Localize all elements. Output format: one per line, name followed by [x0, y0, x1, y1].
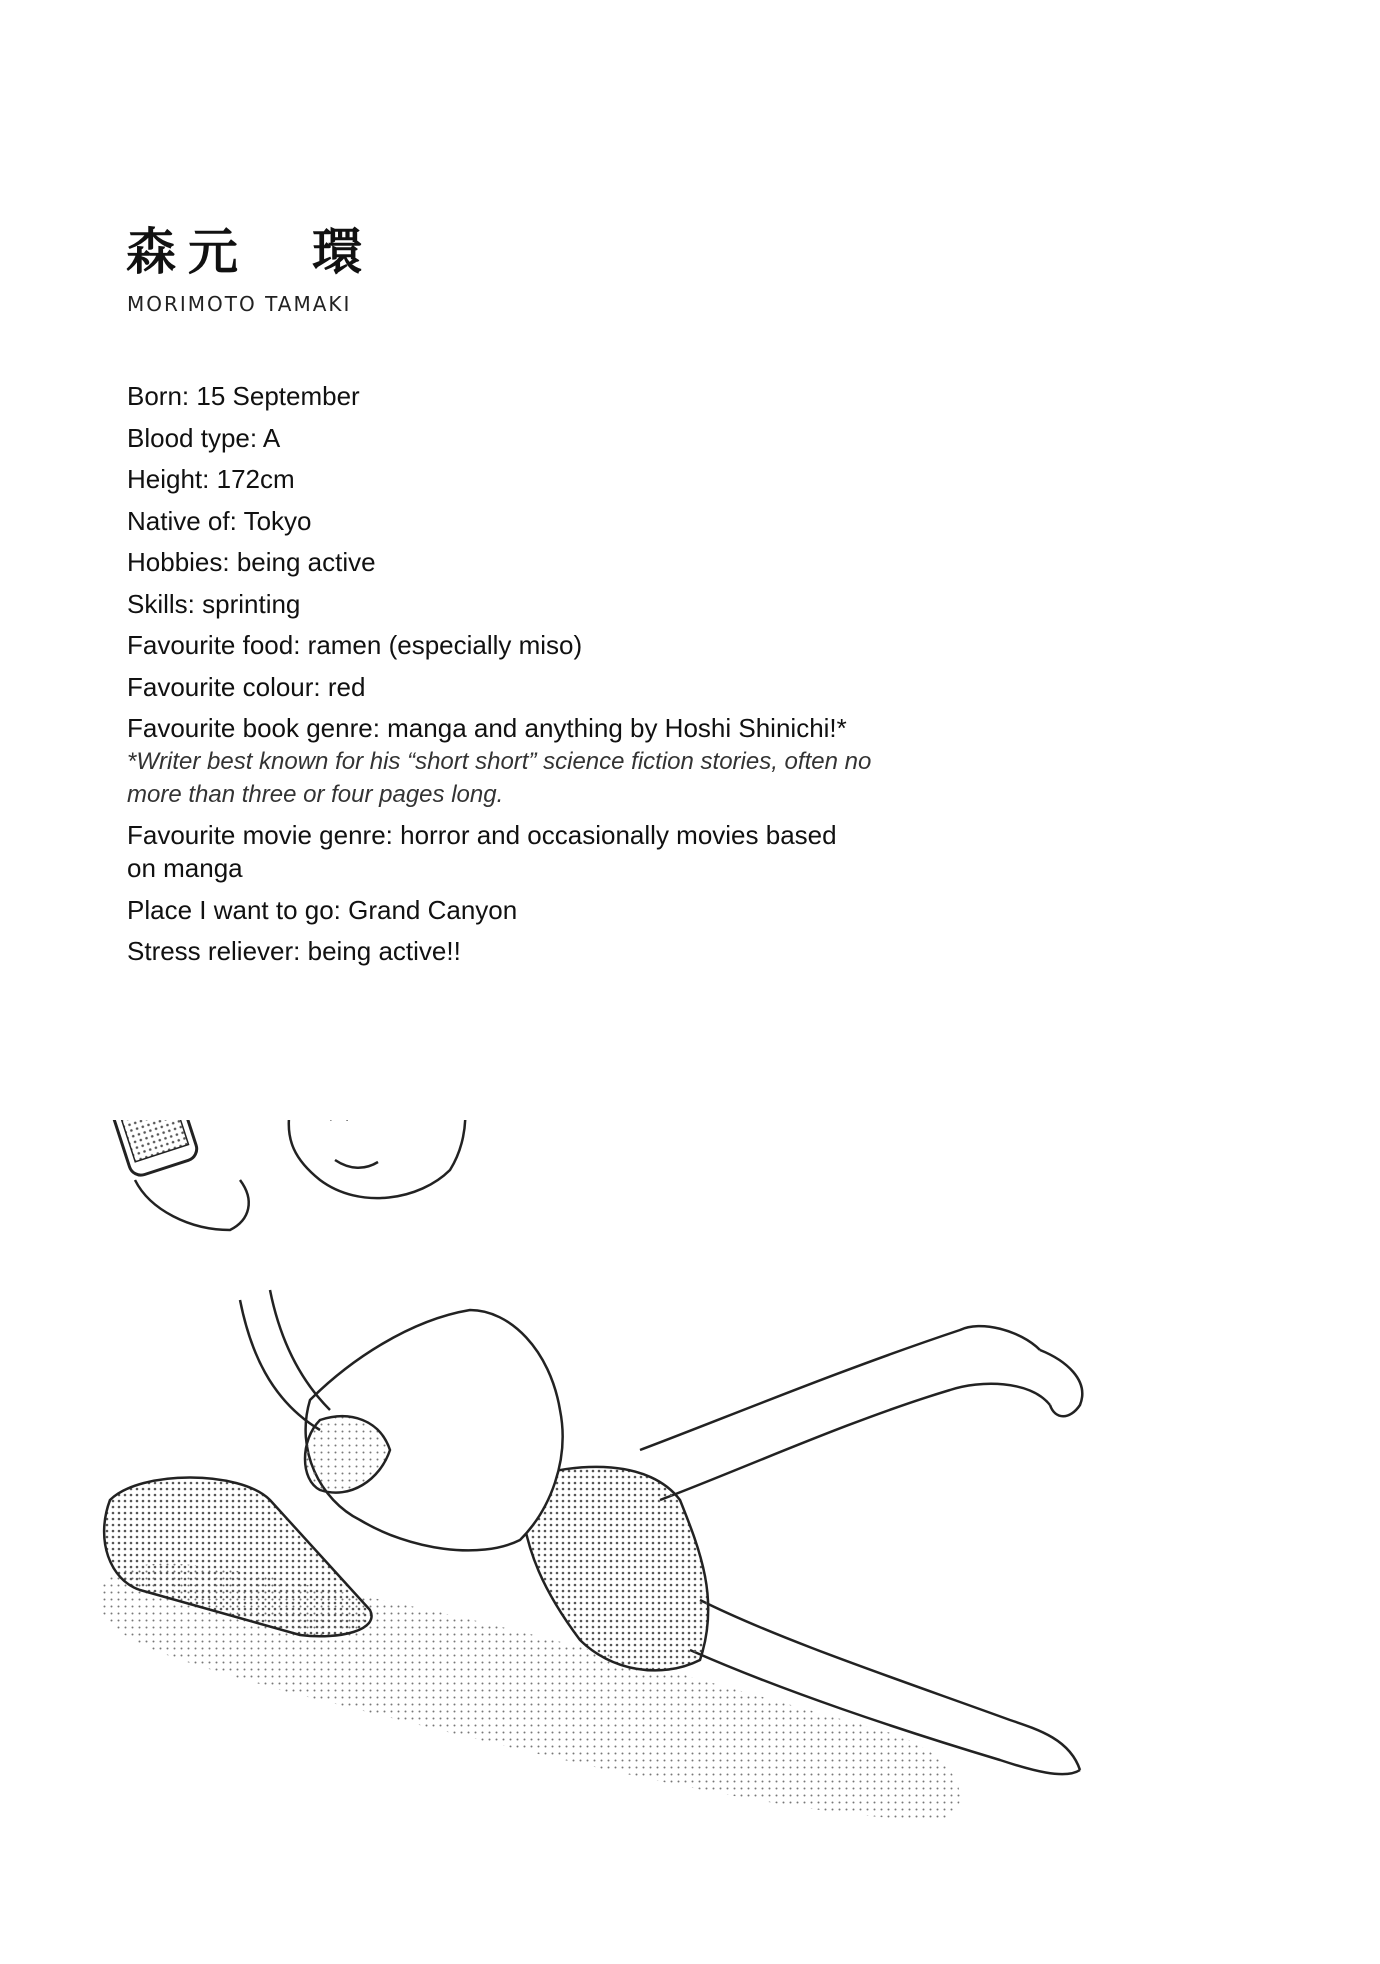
profile-favourite-colour: Favourite colour: red — [127, 671, 366, 702]
character-name-kanji: 森元 環 — [126, 223, 374, 281]
profile-born: Born: 15 September — [127, 381, 360, 411]
profile-blood-type: Blood type: A — [127, 422, 281, 453]
profile-stress-reliever: Stress reliever: being active!! — [127, 936, 461, 966]
profile-height: Height: 172cm — [127, 464, 295, 494]
book-genre-footnote: *Writer best known for his “short short” science fiction stories, often no more than three or four pages long. — [127, 748, 872, 808]
profile-hobbies: Hobbies: being active — [127, 547, 376, 577]
profile-favourite-book-genre: Favourite book genre: manga and anything by Hoshi Shinichi!* — [127, 713, 847, 743]
profile-favourite-movie-genre: Favourite movie genre: horror and occasionally movies based on manga — [127, 820, 837, 883]
profile-place-to-go: Place I want to go: Grand Canyon — [127, 894, 518, 925]
profile-list — [127, 380, 1027, 977]
profile-skills: Skills: sprinting — [127, 588, 301, 619]
character-lying-with-phone-icon — [80, 1120, 1220, 1860]
profile-favourite-food: Favourite food: ramen (especially miso) — [127, 630, 583, 660]
character-name-romaji: MORIMOTO TAMAKI — [127, 292, 352, 316]
profile-native-of: Native of: Tokyo — [127, 505, 312, 536]
